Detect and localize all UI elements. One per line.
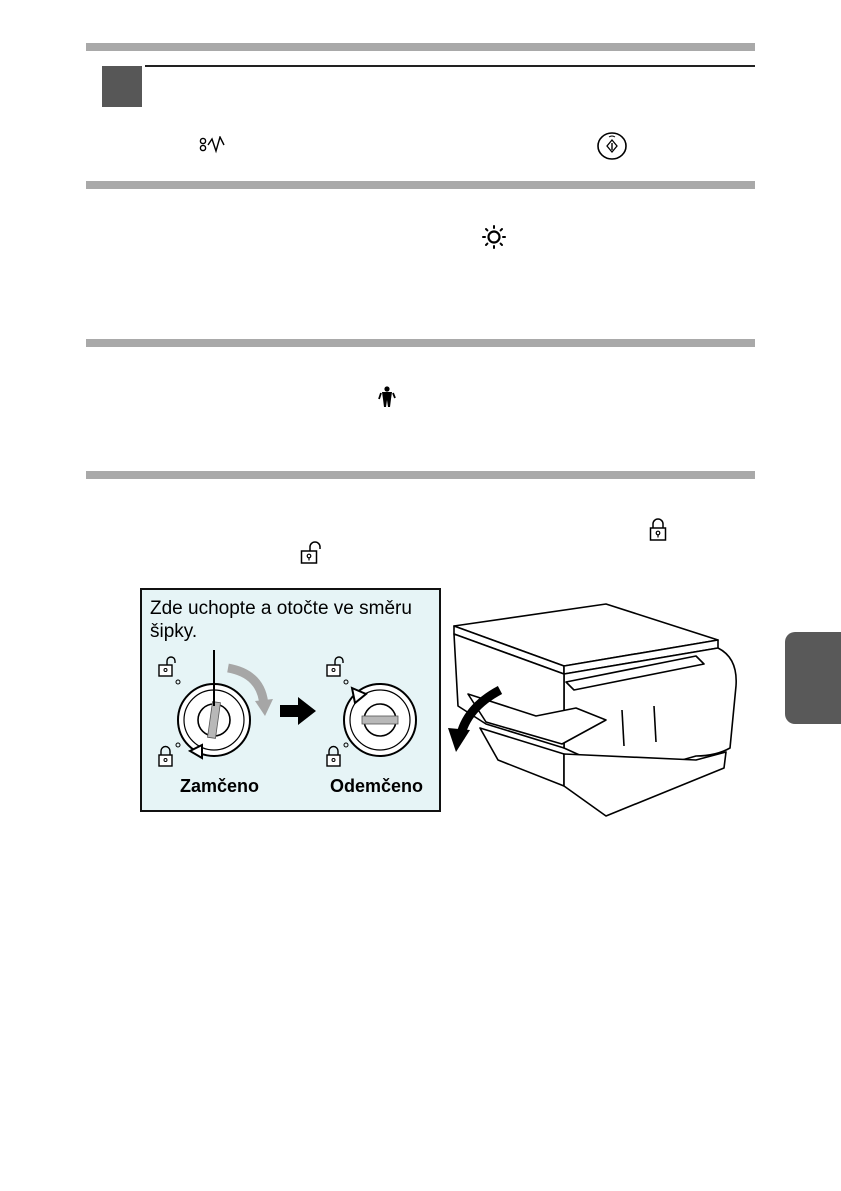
misfeed-icon — [199, 136, 229, 154]
chapter-tab — [785, 632, 841, 724]
section-divider-3 — [86, 339, 755, 347]
section-divider-2 — [86, 181, 755, 189]
start-key-icon — [596, 131, 628, 161]
unlock-icon — [300, 541, 322, 565]
locked-dial-illustration — [152, 646, 282, 774]
lock-icon — [649, 518, 667, 542]
unlocked-label: Odemčeno — [330, 776, 424, 796]
heading-underline — [145, 65, 755, 67]
copier-illustration — [446, 598, 746, 828]
section-marker — [102, 66, 142, 107]
person-icon — [378, 386, 396, 408]
sun-icon — [481, 224, 507, 250]
callout-instruction: Zde uchopte a otočte ve směru šipky. — [150, 598, 412, 642]
section-divider-1 — [86, 43, 755, 51]
section-divider-4 — [86, 471, 755, 479]
unlocked-dial-illustration — [312, 646, 432, 774]
lock-dial-callout — [140, 588, 441, 812]
locked-label: Zamčeno — [180, 776, 260, 796]
